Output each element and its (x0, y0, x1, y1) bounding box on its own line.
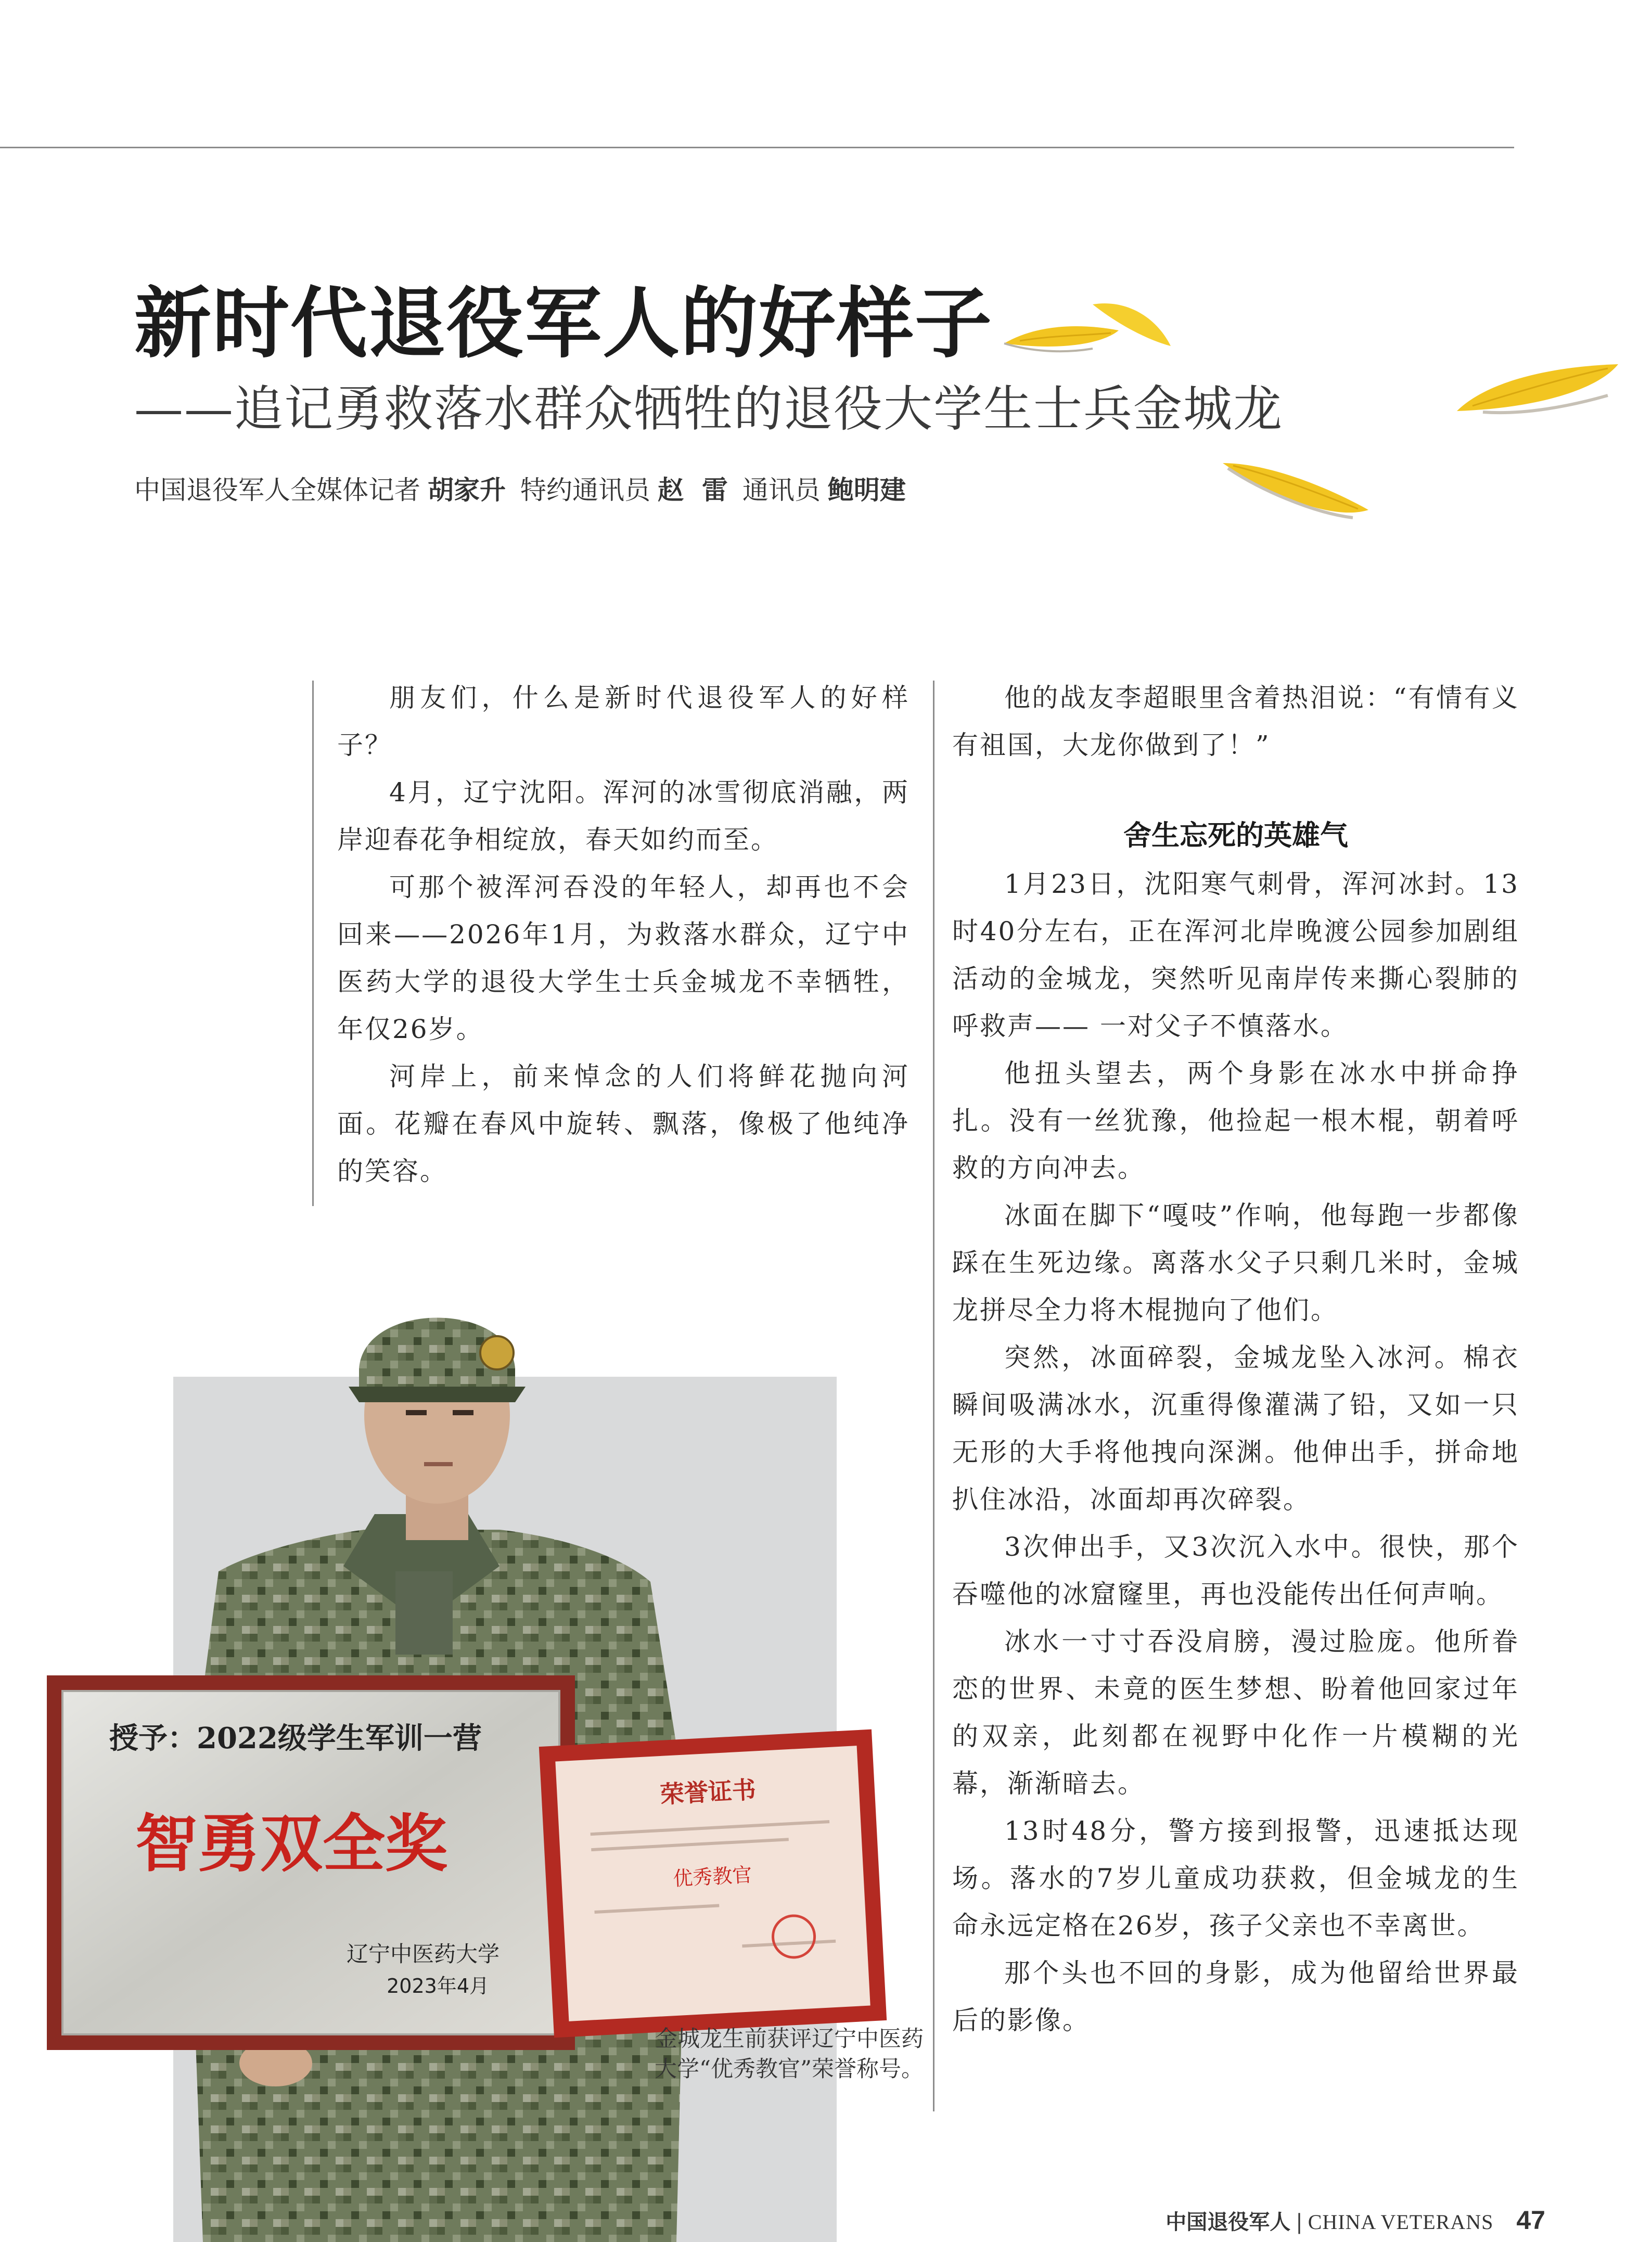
column-rule-middle (933, 681, 934, 2111)
petal-illustration-3 (1218, 453, 1374, 531)
paragraph: 冰面在脚下“嘎吱”作响，他每跑一步都像踩在生死边缘。离落水父子只剩几米时，金城龙拼尽全力将木棍抛向了他们。 (952, 1200, 1519, 1325)
certificate-honor: 优秀教官 (672, 1863, 753, 1890)
paragraph: 1月23日，沈阳寒气刺骨，浑河冰封。13时40分左右，正在浑河北岸晚渡公园参加剧组活动的金城龙，突然听见南岸传来撕心裂肺的呼救声—— 一对父子不慎落水。 (952, 869, 1519, 1041)
page-footer (1166, 2205, 1545, 2235)
paragraph: 冰水一寸寸吞没肩膀，漫过脸庞。他所眷恋的世界、未竟的医生梦想、盼着他回家过年的双亲，此刻都在视野中化作一片模糊的光幕，渐渐暗去。 (952, 1626, 1519, 1799)
column-rule-left (312, 681, 314, 1206)
petal-illustration-1 (999, 294, 1176, 372)
byline (134, 469, 920, 507)
paragraph: 河岸上，前来悼念的人们将鲜花抛向河面。花瓣在春风中旋转、飘落，像极了他纯净的笑容。 (337, 1061, 910, 1186)
footer-separator: | (1296, 2210, 1303, 2234)
paragraph: 3次伸出手，又3次沉入水中。很快，那个吞噬他的冰窟窿里，再也没能传出任何声响。 (952, 1532, 1519, 1609)
article-title: 新时代退役军人的好样子 (134, 278, 993, 368)
paragraph: 13时48分，警方接到报警，迅速抵达现场。落水的7岁儿童成功获救，但金城龙的生命永远定格在26岁，孩子父亲也不幸离世。 (952, 1816, 1519, 1941)
section-heading: 舍生忘死的英雄气 (1123, 819, 1348, 852)
plaque-issuer: 辽宁中医药大学 (346, 1941, 500, 1967)
byline-name-correspondent-2: 鲍明建 (827, 475, 906, 505)
paragraph: 朋友们，什么是新时代退役军人的好样子？ (337, 683, 910, 760)
paragraph: 他的战友李超眼里含着热泪说：“有情有义有祖国，大龙你做到了！” (952, 683, 1519, 760)
plaque-line1: 授予：2022级学生军训一营 (109, 1721, 482, 1756)
photo-caption: 金城龙生前获评辽宁中医药大学“优秀教官”荣誉称号。 (655, 2026, 924, 2082)
plaque-date: 2023年4月 (387, 1975, 489, 1997)
plaque-award: 智勇双全奖 (135, 1807, 447, 1880)
byline-name-reporter: 胡家升 (428, 475, 506, 505)
byline-label-correspondent: 特约通讯员 (520, 475, 650, 505)
top-rule (0, 147, 1514, 148)
paragraph: 突然，冰面碎裂，金城龙坠入冰河。棉衣瞬间吸满冰水，沉重得像灌满了铅，又如一只无形的大手将他拽向深渊。他伸出手，拼命地扒住冰沿，冰面却再次碎裂。 (952, 1342, 1519, 1515)
article-column-2 (952, 674, 1519, 2044)
page-number: 47 (1516, 2206, 1545, 2235)
byline-label-reporter: 中国退役军人全媒体记者 (134, 475, 420, 505)
petal-illustration-2 (1452, 354, 1623, 421)
paragraph: 可那个被浑河吞没的年轻人，却再也不会回来——2026年1月，为救落水群众，辽宁中医药大学的退役大学生士兵金城龙不幸牺牲，年仅26岁。 (337, 872, 910, 1044)
paragraph: 4月，辽宁沈阳。浑河的冰雪彻底消融，两岸迎春花争相绽放，春天如约而至。 (337, 777, 910, 855)
paragraph: 他扭头望去，两个身影在冰水中拼命挣扎。没有一丝犹豫，他捡起一根木棍，朝着呼救的方向冲去。 (952, 1058, 1519, 1183)
soldier-photo (31, 1290, 916, 2242)
certificate-title: 荣誉证书 (659, 1775, 757, 1809)
magazine-name-cn: 中国退役军人 (1166, 2210, 1291, 2234)
magazine-name-en: CHINA VETERANS (1308, 2210, 1494, 2234)
paragraph: 那个头也不回的身影，成为他留给世界最后的影像。 (952, 1958, 1519, 2035)
byline-label-correspondent-2: 通讯员 (742, 475, 821, 505)
article-column-1 (337, 674, 910, 1195)
byline-name-correspondent: 赵 雷 (658, 475, 728, 505)
article-subtitle: ——追记勇救落水群众牺牲的退役大学生士兵金城龙 (134, 381, 1284, 438)
